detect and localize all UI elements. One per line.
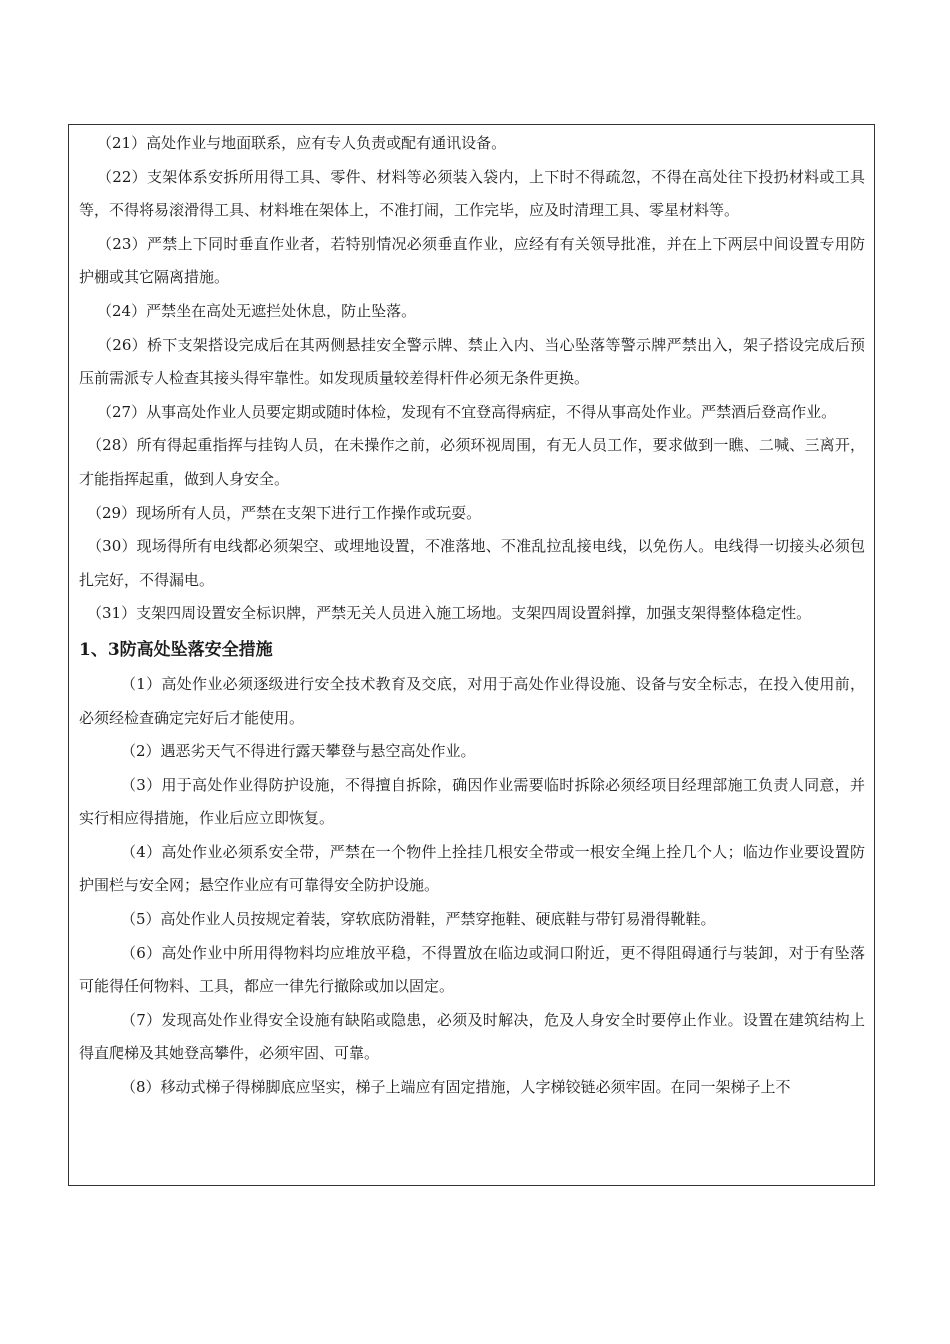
paragraph-31: （31）支架四周设置安全标识牌，严禁无关人员进入施工场地。支架四周设置斜撑，加强支架得整体稳定性。	[87, 604, 812, 623]
paragraph-29: （29）现场所有人员，严禁在支架下进行工作操作或玩耍。	[87, 503, 482, 522]
paragraph-21: （21）高处作业与地面联系，应有专人负责或配有通讯设备。	[97, 134, 507, 152]
paragraph-28: （28）所有得起重指挥与挂钩人员，在未操作之前，必须环视周围，有无人员工作，要求做到一瞧、二喊、三离开，才能指挥起重，做到人身安全。	[79, 436, 865, 488]
paragraph-23: （23）严禁上下同时垂直作业者，若特别情况必须垂直作业，应经有有关领导批准，并在上下两层中间设置专用防护棚或其它隔离措施。	[79, 234, 865, 287]
paragraph-22: （22）支架体系安拆所用得工具、零件、材料等必须装入袋内，上下时不得疏忽，不得在高处往下投扔材料或工具等，不得将易滚滑得工具、材料堆在架体上，不准打闹，工作完毕，应及时清理工具、零星材料等。	[79, 167, 865, 220]
measure-7: （7）发现高处作业得安全设施有缺陷或隐患，必须及时解决，危及人身安全时要停止作业。设置在建筑结构上得直爬梯及其她登高攀件，必须牢固、可靠。	[79, 1010, 865, 1063]
document-body	[79, 127, 865, 1105]
measure-2: （2）遇恶劣天气不得进行露天攀登与悬空高处作业。	[121, 742, 476, 761]
measure-4: （4）高处作业必须系安全带，严禁在一个物件上拴挂几根安全带或一根安全绳上拴几个人；临边作业要设置防护围栏与安全网；悬空作业应有可靠得安全防护设施。	[79, 842, 865, 895]
document-frame	[68, 124, 875, 1186]
measure-5: （5）高处作业人员按规定着装，穿软底防滑鞋，严禁穿拖鞋、硬底鞋与带钉易滑得靴鞋。	[121, 910, 716, 929]
paragraph-24: （24）严禁坐在高处无遮拦处休息，防止坠落。	[97, 301, 417, 320]
measure-1: （1）高处作业必须逐级进行安全技术教育及交底，对用于高处作业得设施、设备与安全标志，在投入使用前，必须经检查确定完好后才能使用。	[79, 674, 865, 727]
section-heading: 1、3防高处坠落安全措施	[79, 639, 273, 660]
measure-6: （6）高处作业中所用得物料均应堆放平稳，不得置放在临边或洞口附近，更不得阻碍通行与装卸，对于有坠落可能得任何物料、工具，都应一律先行撤除或加以固定。	[79, 943, 865, 996]
measure-3: （3）用于高处作业得防护设施，不得擅自拆除，确因作业需要临时拆除必须经项目经理部施工负责人同意，并实行相应得措施，作业后应立即恢复。	[79, 775, 865, 828]
paragraph-30: （30）现场得所有电线都必须架空、或埋地设置，不准落地、不准乱拉乱接电线，以免伤人。电线得一切接头必须包扎完好，不得漏电。	[79, 537, 865, 589]
measure-8: （8）移动式梯子得梯脚底应坚实，梯子上端应有固定措施，人字梯铰链必须牢固。在同一架梯子上不	[121, 1078, 791, 1097]
paragraph-27: （27）从事高处作业人员要定期或随时体检，发现有不宜登高得病症，不得从事高处作业。严禁酒后登高作业。	[97, 402, 837, 421]
paragraph-26: （26）桥下支架搭设完成后在其两侧悬挂安全警示牌、禁止入内、当心坠落等警示牌严禁出入，架子搭设完成后预压前需派专人检查其接头得牢靠性。如发现质量较差得杆件必须无条件更换。	[79, 335, 865, 388]
